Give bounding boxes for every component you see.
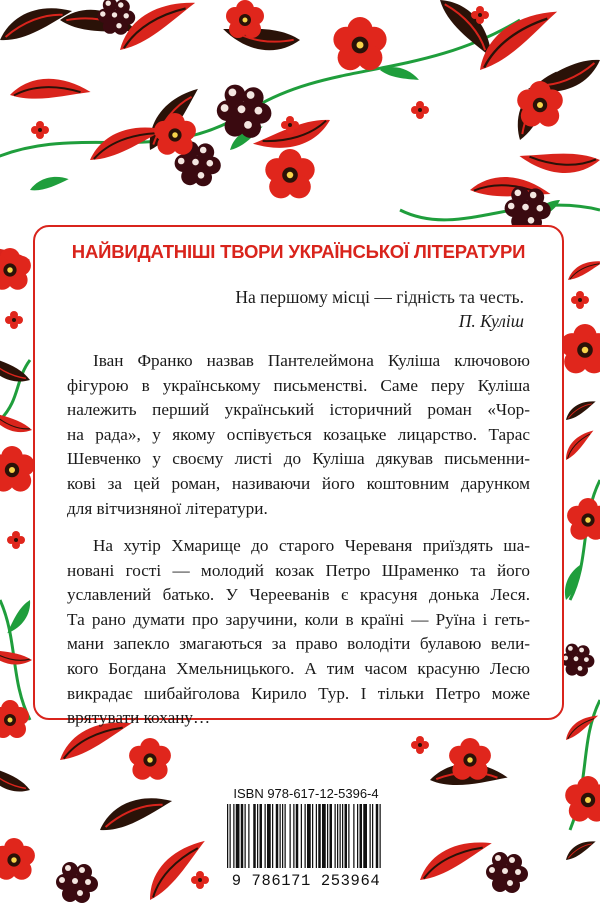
annotation-panel	[33, 225, 564, 728]
paragraph-line: належить перший український історичний роман «Чор-	[67, 400, 530, 420]
paragraph-line: кого Богдана Хмельницького. А тим часом красуню Лесю	[67, 658, 530, 678]
barcode-block	[219, 784, 393, 910]
barcode-bar	[236, 804, 240, 868]
epigraph-author: П. Куліш	[458, 311, 524, 331]
barcode-bar	[227, 804, 228, 868]
barcode-bar	[233, 804, 234, 868]
barcode-bar	[290, 804, 291, 868]
barcode-bar	[293, 804, 294, 868]
barcode-bar	[337, 804, 338, 868]
paragraph-line: кові за цей роман, називаючи його коштовним дарунком	[67, 473, 530, 493]
barcode-bar	[376, 804, 379, 868]
barcode-bar	[345, 804, 348, 868]
barcode-bar	[296, 804, 299, 868]
barcode-bar	[245, 804, 246, 868]
paragraph-line: врятувати кохану…	[67, 708, 211, 728]
barcode-bar	[305, 804, 306, 868]
barcode-bar	[330, 804, 333, 868]
barcode-bar	[253, 804, 256, 868]
barcode-bar	[380, 804, 381, 868]
barcode-bar	[322, 804, 326, 868]
barcode-bar	[265, 804, 266, 868]
barcode-bar	[241, 804, 244, 868]
paragraph-line: Іван Франко назвав Пантелеймона Куліша ключовою	[93, 351, 530, 370]
barcode-bar	[285, 804, 286, 868]
barcode-bar	[257, 804, 258, 868]
barcode-bar	[230, 804, 231, 868]
barcode-bar	[340, 804, 341, 868]
paragraph-line: фігурою в українському письменстві. Саме перу Куліша	[67, 375, 530, 395]
paragraph-line: викрадає шибайголова Кирило Тур. І тільки Петро може	[67, 683, 530, 703]
barcode-bar	[307, 804, 311, 868]
barcode-bar	[267, 804, 271, 868]
epigraph	[235, 285, 524, 333]
epigraph-quote: На першому місці — гідність та честь.	[235, 287, 524, 307]
barcode-bar	[363, 804, 367, 868]
barcode-bar	[372, 804, 373, 868]
barcode-bar	[280, 804, 281, 868]
barcode-bar	[248, 804, 249, 868]
paragraph-line: для вітчизняної літератури.	[67, 498, 268, 518]
barcode-bar	[316, 804, 317, 868]
barcode-bar	[370, 804, 371, 868]
series-title: НАЙВИДАТНІШІ ТВОРИ УКРАЇНСЬКОЇ ЛІТЕРАТУРИ	[71, 241, 526, 262]
paragraph-line: на рада», у якому оспівується козацьке лицарство. Тарас	[67, 424, 530, 444]
barcode	[225, 804, 387, 872]
paragraph-line: На хутір Хмарище до старого Череваня приїздять ша-	[93, 536, 530, 555]
barcode-bar	[276, 804, 279, 868]
barcode-bar	[342, 804, 343, 868]
paragraph-line: уславлений батько. У Черееванів є красуня донька Леся.	[67, 585, 530, 605]
barcode-bar	[318, 804, 321, 868]
barcode-bar	[357, 804, 358, 868]
barcode-bar	[353, 804, 354, 868]
plot-summary-paragraph	[67, 534, 530, 731]
barcode-bar	[348, 804, 349, 868]
barcode-bar	[272, 804, 273, 868]
paragraph-line: Шевченко у своєму листі до Куліша дякував письменни-	[67, 449, 530, 469]
barcode-bar	[282, 804, 283, 868]
barcode-bar	[360, 804, 363, 868]
paragraph-line: мани запекло змагаються за право володіти булавою вели-	[67, 634, 530, 654]
barcode-bar	[312, 804, 313, 868]
barcode-digits: 9 786171 253964	[231, 872, 381, 890]
paragraph-line: новані гості — молодий козак Петро Шраменко та його	[67, 560, 530, 580]
barcode-bar	[301, 804, 302, 868]
paragraph-line: Та рано думати про заручини, коли в країні — Руїна і геть-	[67, 609, 530, 629]
isbn-label: ISBN 978-617-12-5396-4	[233, 786, 379, 801]
barcode-bar	[260, 804, 263, 868]
barcode-bar	[335, 804, 336, 868]
author-intro-paragraph	[67, 349, 530, 521]
barcode-bar	[327, 804, 328, 868]
